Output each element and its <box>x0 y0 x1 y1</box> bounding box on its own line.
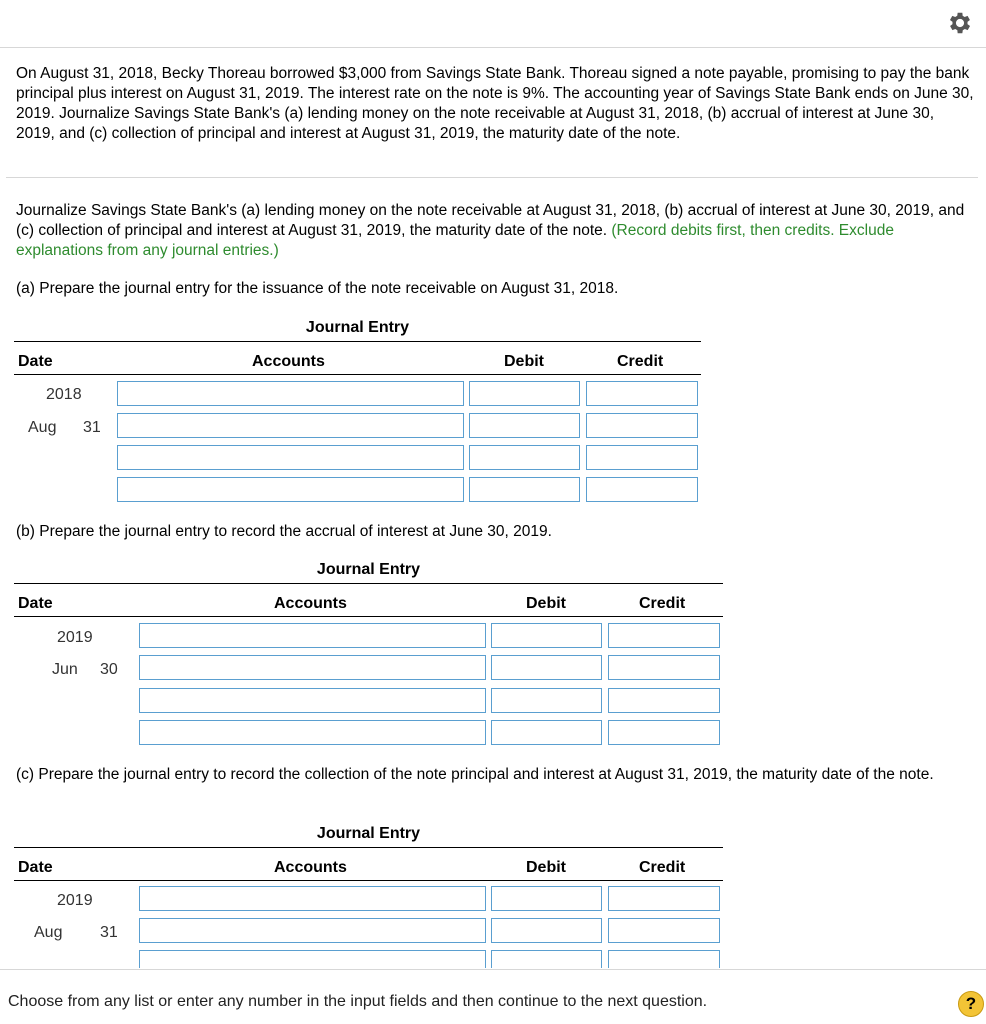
debit-input[interactable] <box>491 886 602 911</box>
col-accounts: Accounts <box>274 859 347 876</box>
header-rule <box>14 583 723 584</box>
entry-month: Jun <box>52 661 78 678</box>
credit-input[interactable] <box>586 477 698 502</box>
account-input[interactable] <box>117 477 464 502</box>
entry-month: Aug <box>28 419 57 436</box>
account-input[interactable] <box>139 918 486 943</box>
col-credit: Credit <box>617 353 664 370</box>
debit-input[interactable] <box>491 720 602 745</box>
entry-year: 2018 <box>46 386 82 403</box>
entry-year: 2019 <box>57 629 93 646</box>
entry-month: Aug <box>34 924 63 941</box>
credit-input[interactable] <box>608 688 720 713</box>
problem-statement: On August 31, 2018, Becky Thoreau borrowed $3,000 from Savings State Bank. Thoreau signed a note payable, promising to pay the bank principal plus interest on August 31, 2019. The interest rate on the note is 9%. The accounting year of Savings State Bank ends on June 30, 2019. Journalize Savings State Bank's (a) lending money on the note receivable at August 31, 2018, (b) accrual of interest at June 30, 2019, and (c) collection of principal and interest at August 31, 2019, the maturity date of the note. <box>16 65 974 142</box>
instructions <box>16 201 974 261</box>
credit-input[interactable] <box>608 918 720 943</box>
account-input[interactable] <box>139 655 486 680</box>
col-debit: Debit <box>504 353 544 370</box>
account-input[interactable] <box>139 623 486 648</box>
col-debit: Debit <box>526 859 566 876</box>
debit-input[interactable] <box>469 413 580 438</box>
debit-input[interactable] <box>491 623 602 648</box>
header-rule <box>14 341 701 342</box>
entry-day: 31 <box>83 419 101 436</box>
header-rule-bottom <box>14 880 723 881</box>
credit-input[interactable] <box>608 950 720 968</box>
credit-input[interactable] <box>608 720 720 745</box>
part-a-label: (a) Prepare the journal entry for the issuance of the note receivable on August 31, 2018. <box>16 280 619 297</box>
account-input[interactable] <box>139 886 486 911</box>
journal-a <box>14 319 701 509</box>
journal-title: Journal Entry <box>305 319 410 336</box>
account-input[interactable] <box>139 688 486 713</box>
journal-title: Journal Entry <box>316 561 421 578</box>
debit-input[interactable] <box>491 950 602 968</box>
journal-title: Journal Entry <box>316 825 421 842</box>
instructions-main: Journalize Savings State Bank's (a) lending money on the note receivable at August 31, 2018, (b) accrual of interest at June 30, 2019, and (c) collection of principal and interest at August 31, 2019, the maturity date of the note. <box>16 202 965 239</box>
footer-bar <box>0 969 986 1024</box>
footer-instructions: Choose from any list or enter any number in the input fields and then continue to the next question. <box>8 993 708 1010</box>
account-input[interactable] <box>117 381 464 406</box>
entry-day: 31 <box>100 924 118 941</box>
credit-input[interactable] <box>586 381 698 406</box>
entry-year: 2019 <box>57 892 93 909</box>
debit-input[interactable] <box>469 445 580 470</box>
debit-input[interactable] <box>491 688 602 713</box>
account-input[interactable] <box>139 720 486 745</box>
credit-input[interactable] <box>608 655 720 680</box>
header-rule-bottom <box>14 374 701 375</box>
col-date: Date <box>18 859 53 876</box>
header-rule-bottom <box>14 616 723 617</box>
divider <box>6 177 978 178</box>
col-accounts: Accounts <box>252 353 325 370</box>
account-input[interactable] <box>117 413 464 438</box>
credit-input[interactable] <box>586 413 698 438</box>
debit-input[interactable] <box>469 381 580 406</box>
journal-c <box>14 825 723 968</box>
part-b-label: (b) Prepare the journal entry to record the accrual of interest at June 30, 2019. <box>16 523 552 540</box>
journal-b <box>14 561 723 751</box>
col-debit: Debit <box>526 595 566 612</box>
instructions-hint: (Record debits first, then credits. Exclude explanations from any journal entries.) <box>16 222 894 259</box>
debit-input[interactable] <box>469 477 580 502</box>
credit-input[interactable] <box>608 886 720 911</box>
col-credit: Credit <box>639 595 686 612</box>
debit-input[interactable] <box>491 655 602 680</box>
credit-input[interactable] <box>608 623 720 648</box>
col-date: Date <box>18 353 53 370</box>
help-button[interactable]: ? <box>958 991 984 1017</box>
credit-input[interactable] <box>586 445 698 470</box>
part-c-label: (c) Prepare the journal entry to record the collection of the note principal and interest at August 31, 2019, the maturity date of the note. <box>16 766 934 783</box>
col-accounts: Accounts <box>274 595 347 612</box>
account-input[interactable] <box>117 445 464 470</box>
col-credit: Credit <box>639 859 686 876</box>
col-date: Date <box>18 595 53 612</box>
account-input[interactable] <box>139 950 486 968</box>
entry-day: 30 <box>100 661 118 678</box>
header-rule <box>14 847 723 848</box>
debit-input[interactable] <box>491 918 602 943</box>
